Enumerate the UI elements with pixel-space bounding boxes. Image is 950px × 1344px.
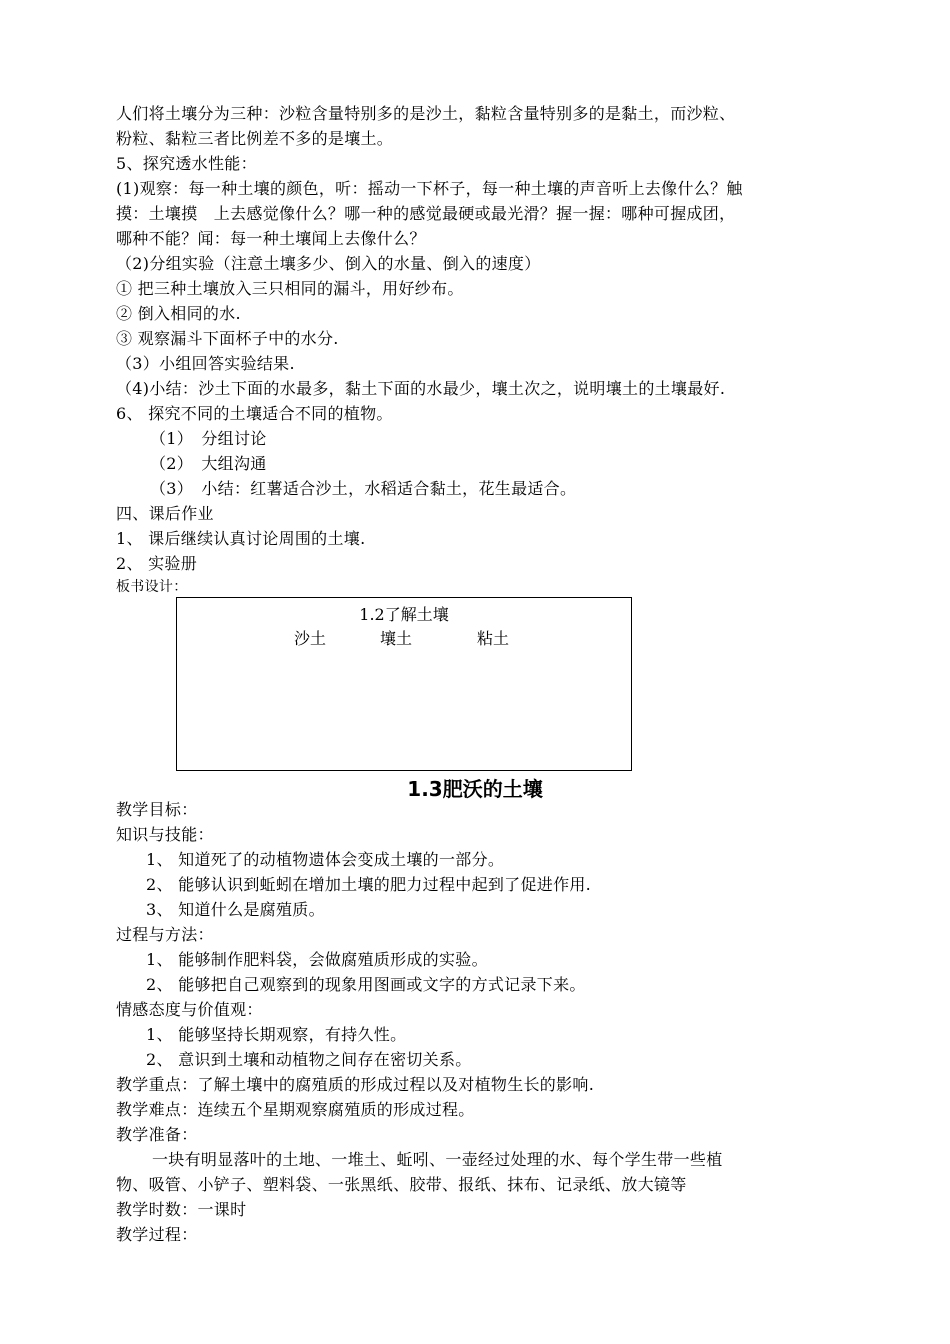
text-line-exp-1: ① 把三种土壤放入三只相同的漏斗，用好纱布。 (116, 279, 464, 298)
text-line-k-1: 1、 知道死了的动植物遗体会变成土壤的一部分。 (146, 850, 505, 869)
text-line-k-3: 3、 知道什么是腐殖质。 (146, 900, 325, 919)
text-line-hw-2: 2、 实验册 (116, 554, 198, 573)
text-line-soil-intro-1: 人们将土壤分为三种：沙粒含量特别多的是沙土，黏粒含量特别多的是黏土，而沙粒、 (116, 104, 736, 123)
text-line-key-point: 教学重点：了解土壤中的腐殖质的形成过程以及对植物生长的影响. (116, 1075, 595, 1094)
text-line-group-exp: （2)分组实验（注意土壤多少、倒入的水量、倒入的速度） (116, 254, 541, 273)
text-line-step6: 6、 探究不同的土壤适合不同的植物。 (116, 404, 393, 423)
text-line-observe-3: 哪种不能？闻：每一种土壤闻上去像什么？ (116, 229, 426, 248)
text-line-observe-1: (1)观察：每一种土壤的颜色，听：摇动一下杯子，每一种土壤的声音听上去像什么？触 (116, 179, 743, 198)
text-line-summary-4: （4)小结：沙土下面的水最多，黏土下面的水最少，壤土次之，说明壤土的土壤最好. (116, 379, 726, 398)
text-line-prep-1: 一块有明显落叶的土地、一堆土、蚯吲、一壶经过处理的水、每个学生带一些植 (152, 1150, 723, 1169)
text-line-step6-1: （1） 分组讨论 (150, 429, 267, 448)
text-line-difficulty: 教学难点：连续五个星期观察腐殖质的形成过程。 (116, 1100, 475, 1119)
text-line-process: 过程与方法： (116, 925, 214, 944)
text-line-attitude: 情感态度与价值观： (116, 1000, 263, 1019)
text-line-board-design: 板书设计： (116, 579, 188, 595)
text-line-prep-2: 物、吸管、小铲子、塑料袋、一张黑纸、胶带、报纸、抹布、记录纸、放大镜等 (116, 1175, 687, 1194)
text-line-observe-2: 摸：土壤摸 上去感觉像什么？哪一种的感觉最硬或最光滑？握一握：哪种可握成团， (116, 204, 736, 223)
text-line-p-1: 1、 能够制作肥料袋，会做腐殖质形成的实验。 (146, 950, 488, 969)
text-line-goal: 教学目标： (116, 800, 198, 819)
text-line-hw-1: 1、 课后继续认真讨论周围的土壤. (116, 529, 366, 548)
blackboard-design-box (176, 597, 632, 771)
text-line-knowledge: 知识与技能： (116, 825, 214, 844)
lesson-title: 1.3肥沃的土壤 (407, 777, 543, 801)
board-item-sandy-soil: 沙土 (294, 629, 327, 648)
board-title: 1.2了解土壤 (359, 605, 449, 624)
text-line-exp-2: ② 倒入相同的水. (116, 304, 241, 323)
text-line-procedure: 教学过程： (116, 1225, 198, 1244)
text-line-step6-2: （2） 大组沟通 (150, 454, 267, 473)
text-line-group-answer: （3）小组回答实验结果. (116, 354, 295, 373)
text-line-homework: 四、课后作业 (116, 504, 214, 523)
text-line-a-2: 2、 意识到土壤和动植物之间存在密切关系。 (146, 1050, 472, 1069)
text-line-soil-intro-2: 粉粒、黏粒三者比例差不多的是壤土。 (116, 129, 394, 148)
text-line-hours: 教学时数：一课时 (116, 1200, 247, 1219)
text-line-exp-3: ③ 观察漏斗下面杯子中的水分. (116, 329, 339, 348)
text-line-step6-3: （3） 小结：红薯适合沙土，水稻适合黏土，花生最适合。 (150, 479, 577, 498)
text-line-k-2: 2、 能够认识到蚯蚓在增加土壤的肥力过程中起到了促进作用. (146, 875, 592, 894)
text-line-step5: 5、探究透水性能： (116, 154, 257, 173)
board-item-loam: 壤土 (380, 629, 413, 648)
text-line-prep: 教学准备： (116, 1125, 198, 1144)
text-line-p-2: 2、 能够把自己观察到的现象用图画或文字的方式记录下来。 (146, 975, 586, 994)
board-item-clay: 粘土 (477, 629, 510, 648)
text-line-a-1: 1、 能够坚持长期观察，有持久性。 (146, 1025, 407, 1044)
